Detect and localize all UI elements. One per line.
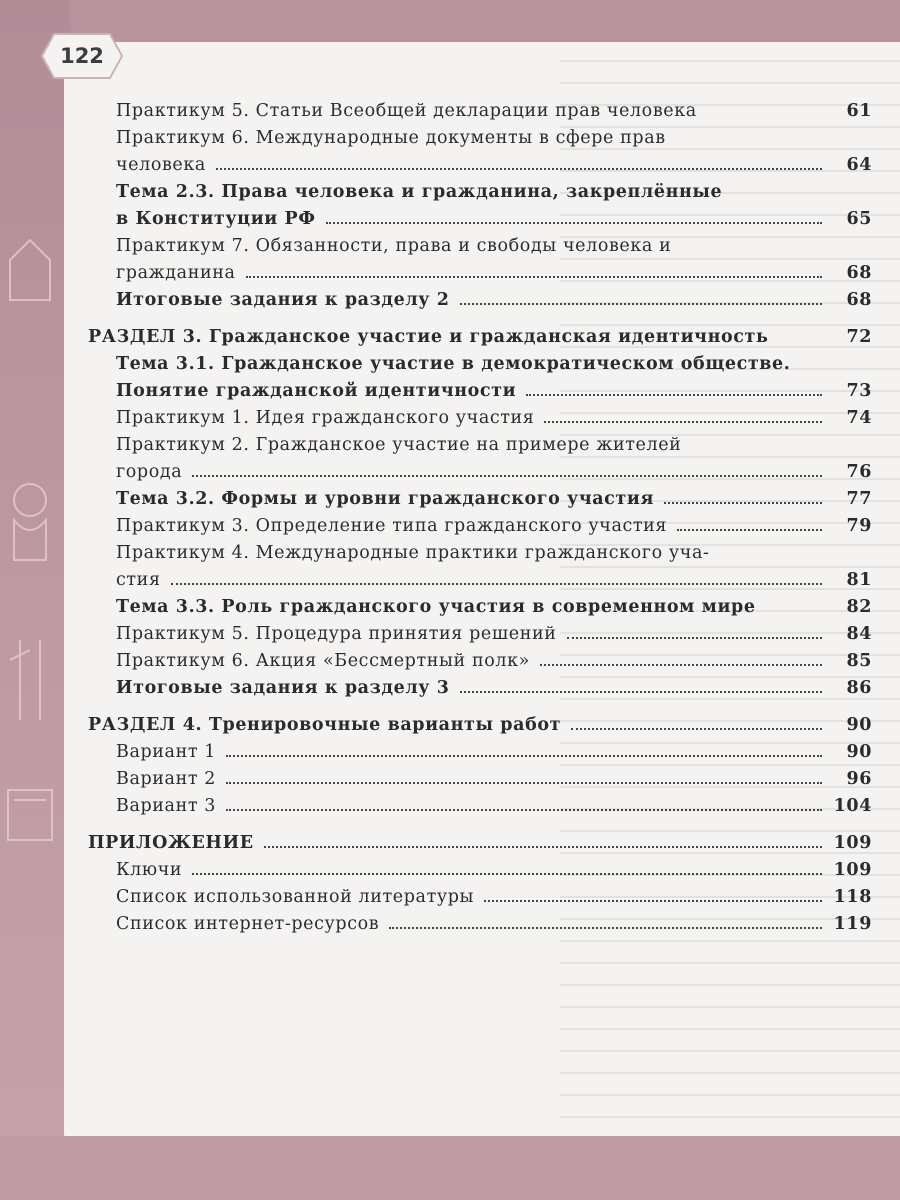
toc-topic[interactable] [60, 351, 872, 405]
toc-entry-text: Тема 3.2. Формы и уровни гражданского участия [116, 489, 654, 509]
toc-page-number: 90 [846, 742, 872, 762]
toc-item[interactable] [60, 540, 872, 594]
toc-entry-text: Практикум 6. Международные документы в сфере прав [116, 128, 666, 148]
toc-entry-text: Практикум 2. Гражданское участие на примере жителей [116, 435, 682, 455]
toc-entry-text: Итоговые задания к разделу 3 [116, 678, 450, 698]
toc-section[interactable] [60, 324, 872, 351]
toc-page-number: 82 [846, 597, 872, 617]
toc-page-number: 90 [846, 715, 872, 735]
dot-leader [540, 664, 822, 666]
toc-entry-text: Список интернет-ресурсов [116, 914, 380, 934]
toc-item[interactable] [60, 739, 872, 766]
toc-item[interactable] [60, 233, 872, 287]
toc-entry-text: человека [116, 155, 206, 175]
toc-page-number: 86 [846, 678, 872, 698]
toc-item[interactable] [60, 405, 872, 432]
toc-entry-text: Тема 2.3. Права человека и гражданина, закреплённые [116, 182, 723, 202]
toc-page-number: 109 [833, 833, 872, 853]
toc-page-number: 65 [846, 209, 872, 229]
toc-entry-text: Практикум 5. Процедура принятия решений [116, 624, 557, 644]
toc-topic[interactable] [60, 675, 872, 702]
toc-entry-text: РАЗДЕЛ 3. Гражданское участие и гражданская идентичность [88, 327, 769, 347]
dot-leader [171, 583, 822, 585]
toc-entry-text: Понятие гражданской идентичности [116, 381, 517, 401]
dot-leader [567, 637, 823, 639]
toc-entry-text: ПРИЛОЖЕНИЕ [88, 833, 254, 853]
toc-page-number: 68 [846, 290, 872, 310]
toc-entry-text: Тема 3.1. Гражданское участие в демократическом обществе. [116, 354, 791, 374]
dot-leader [526, 394, 822, 396]
section-gap [60, 702, 872, 712]
toc-entry-text: Вариант 2 [116, 769, 217, 789]
toc-item[interactable] [60, 125, 872, 179]
dot-leader [326, 222, 822, 224]
toc-page-number: 64 [846, 155, 872, 175]
toc-entry-text: Практикум 4. Международные практики гражданского уча- [116, 543, 710, 563]
toc-page-number: 109 [833, 860, 872, 880]
dot-leader [664, 502, 822, 504]
toc-entry-text: Практикум 1. Идея гражданского участия [116, 408, 535, 428]
toc-item[interactable] [60, 513, 872, 540]
bottom-decorative-band [0, 1136, 900, 1200]
dot-leader [226, 782, 822, 784]
toc-page-number: 74 [846, 408, 872, 428]
toc-item[interactable] [60, 621, 872, 648]
page-number: 122 [60, 44, 104, 68]
toc-entry-text: города [116, 462, 183, 482]
dot-leader [389, 927, 822, 929]
toc-entry-text: Вариант 1 [116, 742, 217, 762]
dot-leader [226, 755, 822, 757]
dot-leader [216, 168, 822, 170]
toc-entry-text: Практикум 6. Акция «Бессмертный полк» [116, 651, 530, 671]
toc-page-number: 72 [846, 327, 872, 347]
dot-leader [484, 900, 822, 902]
page-number-badge [40, 30, 124, 82]
toc-entry-text: Вариант 3 [116, 796, 217, 816]
toc-page-number: 96 [846, 769, 872, 789]
toc-entry-text: Итоговые задания к разделу 2 [116, 290, 450, 310]
toc-page-number: 61 [846, 101, 872, 121]
toc-item[interactable] [60, 766, 872, 793]
toc-entry-text: Ключи [116, 860, 183, 880]
toc-entry-text: в Конституции РФ [116, 209, 316, 229]
toc-entry-text: Тема 3.3. Роль гражданского участия в современном мире [116, 597, 756, 617]
toc-topic[interactable] [60, 594, 872, 621]
dot-leader [192, 475, 822, 477]
toc-page-number: 81 [846, 570, 872, 590]
toc-entry-text: Практикум 5. Статьи Всеобщей декларации прав человека [116, 101, 697, 121]
dot-leader [677, 529, 822, 531]
dot-leader [460, 303, 822, 305]
toc-page-number: 84 [846, 624, 872, 644]
toc-item[interactable] [60, 884, 872, 911]
toc-entry-text: Список использованной литературы [116, 887, 475, 907]
toc-item[interactable] [60, 648, 872, 675]
toc-page-number: 119 [833, 914, 872, 934]
toc-page-number: 77 [846, 489, 872, 509]
toc-item[interactable] [60, 98, 872, 125]
toc-page-number: 85 [846, 651, 872, 671]
toc-entry-text: РАЗДЕЛ 4. Тренировочные варианты работ [88, 715, 562, 735]
toc-page-number: 79 [846, 516, 872, 536]
dot-leader [264, 846, 822, 848]
dot-leader [460, 691, 822, 693]
toc-page-number: 68 [846, 263, 872, 283]
table-of-contents [60, 98, 872, 938]
toc-page-number: 73 [846, 381, 872, 401]
toc-item[interactable] [60, 793, 872, 820]
toc-entry-text: Практикум 7. Обязанности, права и свободы человека и [116, 236, 672, 256]
toc-section[interactable] [60, 712, 872, 739]
dot-leader [226, 809, 822, 811]
toc-section[interactable] [60, 830, 872, 857]
dot-leader [246, 276, 822, 278]
toc-topic[interactable] [60, 287, 872, 314]
toc-entry-text: Практикум 3. Определение типа гражданского участия [116, 516, 668, 536]
toc-page-number: 118 [833, 887, 872, 907]
dot-leader [544, 421, 822, 423]
section-gap [60, 314, 872, 324]
dot-leader [571, 728, 822, 730]
toc-topic[interactable] [60, 486, 872, 513]
toc-entry-text: гражданина [116, 263, 236, 283]
dot-leader [192, 873, 822, 875]
toc-entry-text: стия [116, 570, 161, 590]
toc-page-number: 104 [833, 796, 872, 816]
toc-topic[interactable] [60, 179, 872, 233]
section-gap [60, 820, 872, 830]
toc-item[interactable] [60, 911, 872, 938]
toc-item[interactable] [60, 857, 872, 884]
toc-page-number: 76 [846, 462, 872, 482]
toc-item[interactable] [60, 432, 872, 486]
